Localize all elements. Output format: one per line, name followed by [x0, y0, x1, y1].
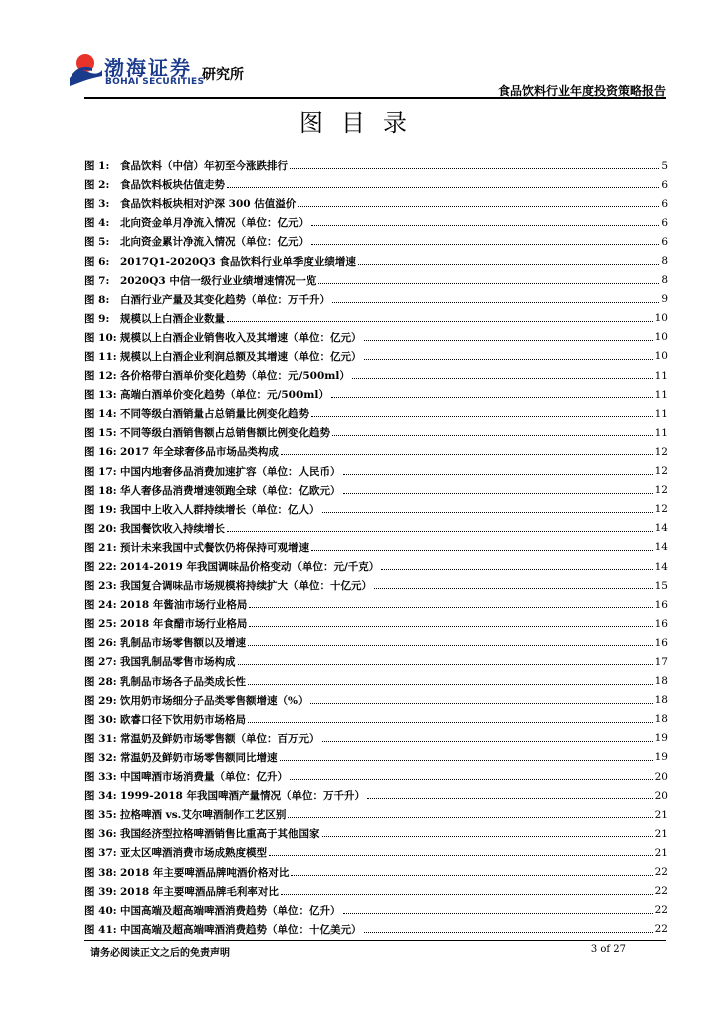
toc-item[interactable]	[84, 672, 668, 691]
dot-leader	[332, 302, 659, 303]
toc-item[interactable]	[84, 748, 668, 767]
figure-number: 图 32:	[84, 751, 117, 764]
toc-item[interactable]	[84, 423, 668, 442]
toc-item[interactable]	[84, 691, 668, 710]
dot-leader	[332, 435, 653, 436]
figure-title[interactable]: 乳制品市场各子品类成长性	[120, 675, 246, 688]
figure-page-number: 16	[654, 598, 668, 611]
figure-title[interactable]: 常温奶及鲜奶市场零售额同比增速	[120, 751, 278, 764]
figure-title[interactable]: 白酒行业产量及其变化趋势（单位：万千升）	[120, 293, 330, 306]
figure-number: 图 16:	[84, 446, 117, 459]
figure-title[interactable]: 食品饮料板块相对沪深 300 估值溢价	[120, 198, 297, 211]
figure-number: 图 17:	[84, 465, 117, 478]
dot-leader	[291, 875, 652, 876]
dot-leader	[290, 168, 659, 169]
figure-page-number: 8	[661, 255, 668, 268]
figure-title[interactable]: 欧睿口径下饮用奶市场格局	[120, 713, 246, 726]
figure-number: 图 11:	[84, 350, 117, 363]
figure-title[interactable]: 我国乳制品零售市场构成	[120, 656, 236, 669]
dot-leader	[381, 569, 652, 570]
toc-item[interactable]	[84, 557, 668, 576]
page-header	[0, 0, 724, 110]
figure-number: 图 34:	[84, 790, 117, 803]
figure-title[interactable]: 中国高端及超高端啤酒消费趋势（单位：亿升）	[120, 904, 341, 917]
toc-item[interactable]	[84, 347, 668, 366]
figure-page-number: 14	[654, 522, 668, 535]
figure-number: 图 23:	[84, 580, 117, 593]
toc-item[interactable]	[84, 271, 668, 290]
figure-number: 图 31:	[84, 732, 117, 745]
dot-leader	[367, 798, 653, 799]
figure-page-number: 18	[654, 675, 668, 688]
toc-item[interactable]	[84, 633, 668, 652]
figure-page-number: 12	[654, 484, 668, 497]
disclaimer-text: 请务必阅读正文之后的免责声明	[90, 948, 230, 959]
figure-page-number: 12	[654, 445, 668, 458]
figure-page-number: 9	[661, 293, 668, 306]
toc-item[interactable]	[84, 481, 668, 500]
figure-page-number: 14	[654, 560, 668, 573]
dot-leader	[322, 741, 653, 742]
dot-leader	[238, 664, 653, 665]
toc-item[interactable]	[84, 824, 668, 843]
figure-number: 图 21:	[84, 541, 117, 554]
figure-number: 图 12:	[84, 370, 117, 383]
dot-leader	[248, 645, 653, 646]
toc-item[interactable]	[84, 213, 668, 232]
figure-title[interactable]: 常温奶及鲜奶市场零售额（单位：百万元）	[120, 732, 320, 745]
dot-leader	[298, 206, 659, 207]
figure-title[interactable]: 预计未来我国中式餐饮仍将保持可观增速	[120, 541, 309, 554]
figure-title[interactable]: 高端白酒单价变化趋势（单位：元/500ml）	[120, 389, 329, 402]
figure-title[interactable]: 2018 年酱油市场行业格局	[120, 599, 248, 612]
toc-item[interactable]	[84, 710, 668, 729]
figure-page-number: 6	[661, 178, 668, 191]
figure-number: 图 29:	[84, 694, 117, 707]
figure-number: 图 19:	[84, 503, 117, 516]
figure-number: 图 9:	[84, 312, 110, 325]
figure-page-number: 6	[661, 197, 668, 210]
dot-leader	[288, 817, 652, 818]
bohai-logo-icon	[68, 52, 102, 88]
figure-page-number: 5	[661, 159, 668, 172]
figure-page-number: 21	[654, 827, 668, 840]
dot-leader	[343, 913, 653, 914]
figure-title[interactable]: 2017 年全球奢侈品市场品类构成	[120, 446, 279, 459]
figure-title[interactable]: 北向资金单月净流入情况（单位：亿元）	[120, 217, 309, 230]
logo-cn-text: 渤海证券	[104, 56, 192, 80]
dot-leader	[269, 855, 653, 856]
toc-item[interactable]	[84, 767, 668, 786]
dot-leader	[343, 474, 653, 475]
figure-title[interactable]: 我国经济型拉格啤酒销售比重高于其他国家	[120, 828, 320, 841]
figure-page-number: 8	[661, 274, 668, 287]
figure-title[interactable]: 1999-2018 年我国啤酒产量情况（单位：万千升）	[120, 790, 365, 803]
figure-page-number: 20	[654, 789, 668, 802]
toc-item[interactable]	[84, 309, 668, 328]
figure-page-number: 10	[654, 350, 668, 363]
dot-leader	[358, 264, 659, 265]
dot-leader	[227, 187, 659, 188]
dot-leader	[331, 397, 653, 398]
figure-number: 图 39:	[84, 885, 117, 898]
header-rule	[84, 97, 666, 99]
report-title: 食品饮料行业年度投资策略报告	[497, 84, 666, 98]
dot-leader	[311, 416, 653, 417]
dot-leader	[311, 244, 659, 245]
dot-leader	[322, 512, 653, 513]
figure-title[interactable]: 中国啤酒市场消费量（单位：亿升）	[120, 771, 288, 784]
toc-item[interactable]	[84, 786, 668, 805]
figure-page-number: 22	[654, 866, 668, 879]
figure-number: 图 25:	[84, 618, 117, 631]
figure-page-number: 12	[654, 465, 668, 478]
figure-title[interactable]: 乳制品市场零售额以及增速	[120, 637, 246, 650]
figure-page-number: 6	[661, 235, 668, 248]
figure-number: 图 20:	[84, 522, 117, 535]
toc-item[interactable]	[84, 251, 668, 270]
figure-number: 图 33:	[84, 771, 117, 784]
figure-page-number: 19	[654, 732, 668, 745]
figure-page-number: 20	[654, 770, 668, 783]
figure-title[interactable]: 2017Q1-2020Q3 食品饮料行业单季度业绩增速	[120, 255, 356, 268]
toc-item[interactable]	[84, 595, 668, 614]
figure-number: 图 6:	[84, 255, 110, 268]
figure-number: 图 24:	[84, 599, 117, 612]
figure-page-number: 21	[654, 846, 668, 859]
dot-leader	[352, 378, 653, 379]
toc-item[interactable]	[84, 328, 668, 347]
dot-leader	[310, 703, 652, 704]
dot-leader	[280, 760, 653, 761]
figure-title[interactable]: 不同等级白酒销售额占总销售额比例变化趋势	[120, 427, 330, 440]
toc-item[interactable]	[84, 576, 668, 595]
figure-number: 图 30:	[84, 713, 117, 726]
figure-number: 图 28:	[84, 675, 117, 688]
dot-leader	[311, 550, 653, 551]
figure-number: 图 18:	[84, 484, 117, 497]
figure-page-number: 19	[654, 751, 668, 764]
figure-page-number: 16	[654, 617, 668, 630]
figure-page-number: 22	[654, 885, 668, 898]
figure-number: 图 27:	[84, 656, 117, 669]
figure-page-number: 10	[654, 312, 668, 325]
figure-number: 图 41:	[84, 923, 117, 936]
toc-item[interactable]	[84, 232, 668, 251]
toc-item[interactable]	[84, 729, 668, 748]
figure-number: 图 13:	[84, 389, 117, 402]
page-title: 图目录	[299, 109, 425, 137]
dot-leader	[281, 454, 653, 455]
figure-list	[84, 156, 668, 939]
figure-number: 图 15:	[84, 427, 117, 440]
figure-title[interactable]: 亚太区啤酒消费市场成熟度模型	[120, 847, 267, 860]
figure-page-number: 15	[654, 579, 668, 592]
figure-page-number: 16	[654, 636, 668, 649]
figure-title[interactable]: 我国复合调味品市场规模将持续扩大（单位：十亿元）	[120, 580, 372, 593]
figure-title[interactable]: 规模以上白酒企业销售收入及其增速（单位：亿元）	[120, 331, 362, 344]
dot-leader	[318, 283, 659, 284]
institute-label: 研究所	[202, 67, 244, 83]
toc-item[interactable]	[84, 538, 668, 557]
footer-rule	[84, 940, 666, 941]
toc-item[interactable]	[84, 652, 668, 671]
figure-page-number: 18	[654, 713, 668, 726]
toc-item[interactable]	[84, 156, 668, 175]
dot-leader	[364, 340, 653, 341]
figure-number: 图 40:	[84, 904, 117, 917]
dot-leader	[343, 493, 653, 494]
figure-title[interactable]: 食品饮料（中信）年初至今涨跌排行	[120, 160, 288, 173]
figure-page-number: 22	[654, 923, 668, 936]
figure-page-number: 11	[654, 407, 668, 420]
bohai-logo	[68, 52, 298, 92]
figure-title[interactable]: 我国餐饮收入持续增长	[120, 522, 225, 535]
figure-page-number: 18	[654, 694, 668, 707]
figure-number: 图 5:	[84, 236, 110, 249]
dot-leader	[227, 531, 653, 532]
toc-item[interactable]	[84, 194, 668, 213]
toc-item[interactable]	[84, 920, 668, 939]
dot-leader	[227, 321, 653, 322]
figure-number: 图 1:	[84, 160, 110, 173]
figure-title[interactable]: 中国高端及超高端啤酒消费趋势（单位：十亿美元）	[120, 923, 362, 936]
figure-title[interactable]: 各价格带白酒单价变化趋势（单位：元/500ml）	[120, 370, 350, 383]
figure-number: 图 36:	[84, 828, 117, 841]
figure-title[interactable]: 规模以上白酒企业数量	[120, 312, 225, 325]
toc-item[interactable]	[84, 462, 668, 481]
figure-page-number: 22	[654, 904, 668, 917]
figure-number: 图 8:	[84, 293, 110, 306]
figure-page-number: 10	[654, 331, 668, 344]
figure-title[interactable]: 2018 年主要啤酒品牌毛利率对比	[120, 885, 279, 898]
figure-title[interactable]: 北向资金累计净流入情况（单位：亿元）	[120, 236, 309, 249]
figure-page-number: 21	[654, 808, 668, 821]
figure-number: 图 26:	[84, 637, 117, 650]
dot-leader	[364, 932, 653, 933]
dot-leader	[248, 722, 653, 723]
figure-page-number: 14	[654, 541, 668, 554]
figure-title[interactable]: 食品饮料板块估值走势	[120, 179, 225, 192]
toc-item[interactable]	[84, 500, 668, 519]
figure-page-number: 11	[654, 426, 668, 439]
figure-number: 图 4:	[84, 217, 110, 230]
figure-page-number: 6	[661, 216, 668, 229]
toc-item[interactable]	[84, 404, 668, 423]
figure-title[interactable]: 华人奢侈品消费增速领跑全球（单位：亿欧元）	[120, 484, 341, 497]
dot-leader	[248, 684, 653, 685]
toc-item[interactable]	[84, 882, 668, 901]
figure-page-number: 17	[654, 655, 668, 668]
figure-title[interactable]: 2018 年主要啤酒品牌吨酒价格对比	[120, 866, 290, 879]
figure-title[interactable]: 拉格啤酒 vs.艾尔啤酒制作工艺区别	[120, 809, 287, 822]
toc-item[interactable]	[84, 175, 668, 194]
dot-leader	[364, 359, 653, 360]
dot-leader	[311, 225, 659, 226]
figure-title[interactable]: 饮用奶市场细分子品类零售额增速（%）	[120, 694, 309, 707]
toc-item[interactable]	[84, 614, 668, 633]
figure-page-number: 12	[654, 503, 668, 516]
toc-item[interactable]	[84, 442, 668, 461]
figure-page-number: 11	[654, 388, 668, 401]
toc-item[interactable]	[84, 901, 668, 920]
toc-item[interactable]	[84, 290, 668, 309]
toc-item[interactable]	[84, 519, 668, 538]
figure-title[interactable]: 2020Q3 中信一级行业业绩增速情况一览	[120, 274, 317, 287]
page-number: 3 of 27	[590, 944, 626, 955]
figure-title[interactable]: 2018 年食醋市场行业格局	[120, 618, 248, 631]
toc-item[interactable]	[84, 862, 668, 881]
figure-number: 图 35:	[84, 809, 117, 822]
figure-number: 图 7:	[84, 274, 110, 287]
figure-title[interactable]: 规模以上白酒企业利润总额及其增速（单位：亿元）	[120, 350, 362, 363]
toc-item[interactable]	[84, 843, 668, 862]
figure-title[interactable]: 我国中上收入人群持续增长（单位：亿人）	[120, 503, 320, 516]
toc-item[interactable]	[84, 805, 668, 824]
figure-title[interactable]: 2014-2019 年我国调味品价格变动（单位：元/千克）	[120, 561, 380, 574]
dot-leader	[322, 836, 653, 837]
figure-number: 图 38:	[84, 866, 117, 879]
figure-number: 图 22:	[84, 561, 117, 574]
figure-title[interactable]: 中国内地奢侈品消费加速扩容（单位：人民币）	[120, 465, 341, 478]
figure-number: 图 37:	[84, 847, 117, 860]
dot-leader	[290, 779, 653, 780]
figure-page-number: 11	[654, 369, 668, 382]
figure-number: 图 2:	[84, 179, 110, 192]
logo-en-text: BOHAI SECURITIES	[105, 77, 205, 87]
toc-item[interactable]	[84, 385, 668, 404]
figure-title[interactable]: 不同等级白酒销量占总销量比例变化趋势	[120, 408, 309, 421]
dot-leader	[374, 588, 653, 589]
toc-item[interactable]	[84, 366, 668, 385]
dot-leader	[249, 607, 652, 608]
figure-number: 图 14:	[84, 408, 117, 421]
dot-leader	[281, 894, 653, 895]
figure-number: 图 10:	[84, 331, 117, 344]
figure-number: 图 3:	[84, 198, 110, 211]
dot-leader	[249, 626, 652, 627]
